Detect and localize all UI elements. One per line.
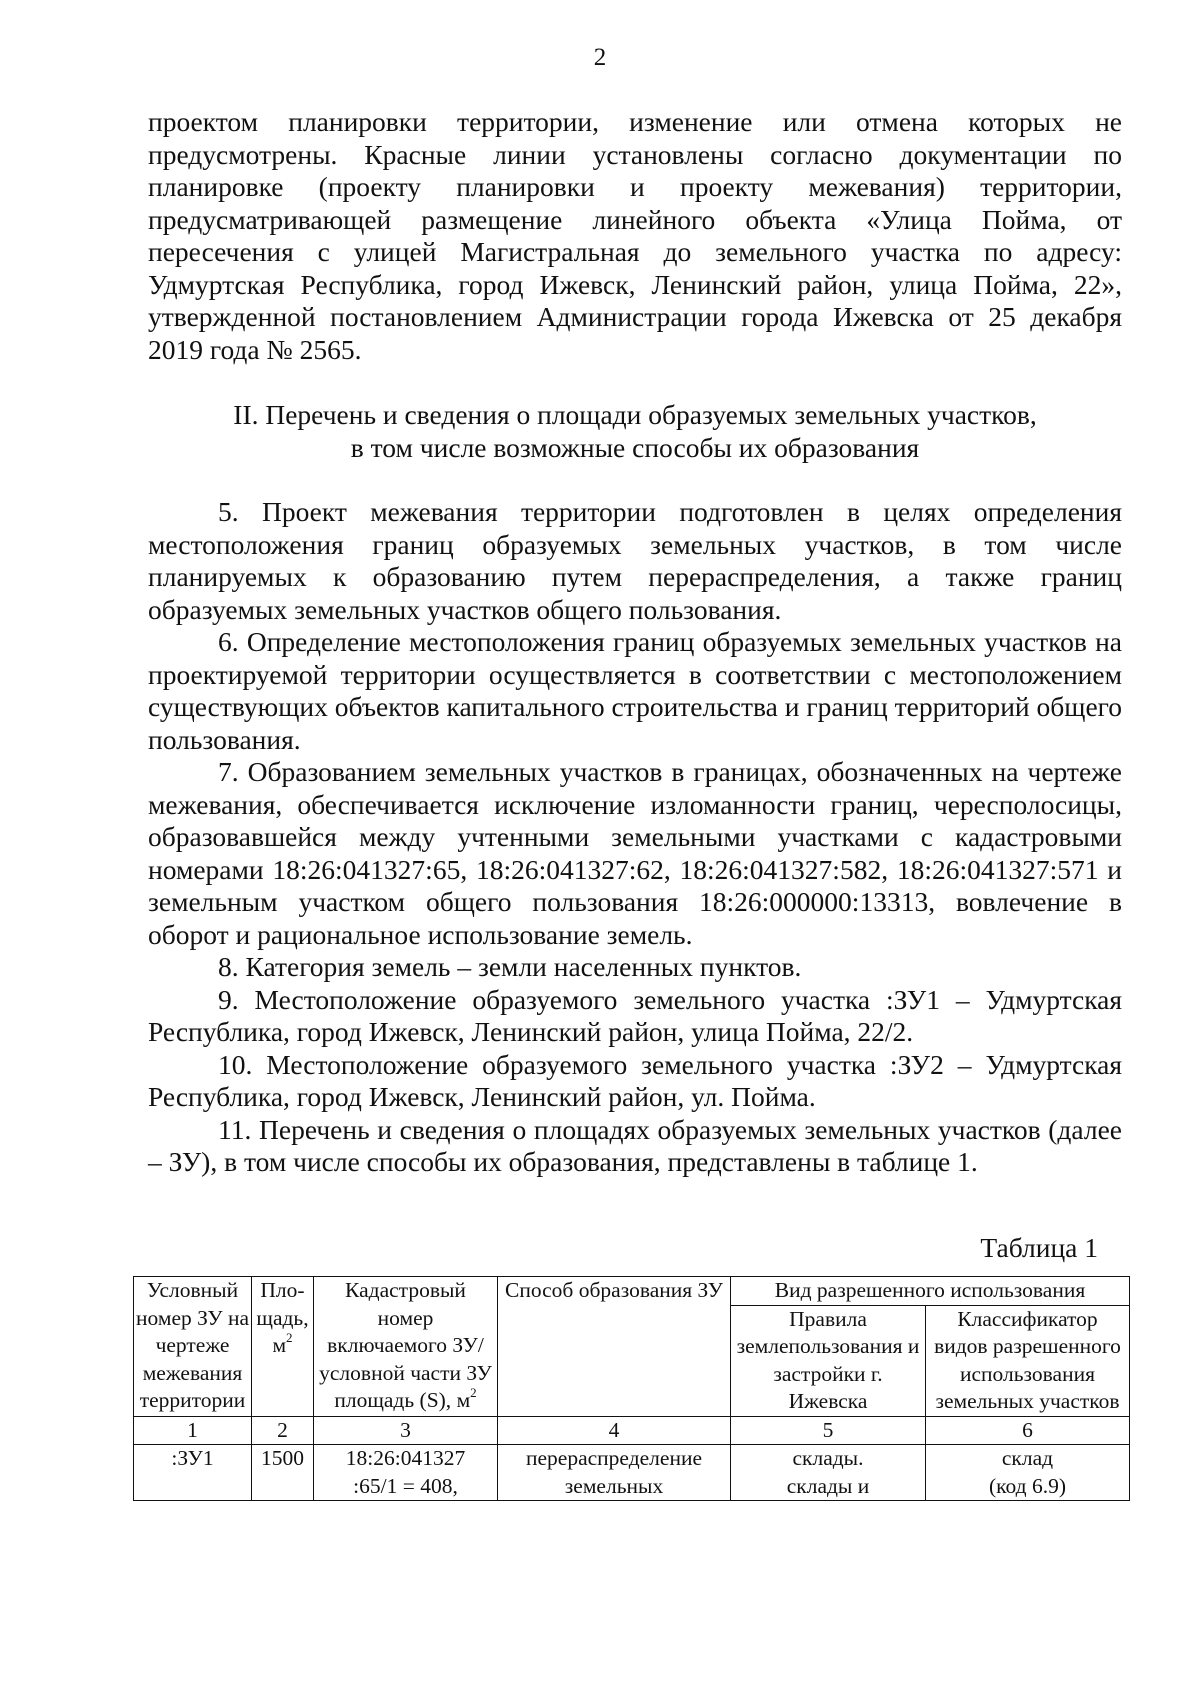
header-cadastral-unit: м: [456, 1388, 471, 1412]
paragraph-11: 11. Перечень и сведения о площадях образуемых земельных участков (далее – ЗУ), в том числе способы их образования, представлены в таблице 1.: [148, 1113, 1122, 1177]
paragraph-6: 6. Определение местоположения границ образуемых земельных участков на проектируемой территории осуществляется в соответствии с местоположением существующих объектов капитального строительства и границ территорий общего пользования.: [148, 626, 1122, 755]
cell-method: [498, 1445, 731, 1501]
cell-rules-line1: склады.: [792, 1446, 864, 1470]
intro-line: 2019 года № 2565.: [148, 333, 362, 365]
paragraph-8: 8. Категория земель – земли населенных пунктов.: [218, 951, 802, 982]
table-header-row: [134, 1277, 1130, 1306]
header-area-label: Пло- щадь,: [256, 1278, 309, 1330]
header-permitted-use-group: Вид разрешенного использования: [731, 1277, 1130, 1306]
column-number: 6: [926, 1416, 1130, 1445]
section-heading-line1: II. Перечень и сведения о площади образуемых земельных участков,: [233, 399, 1037, 430]
header-area-sup: 2: [286, 1330, 293, 1345]
cell-classifier-line2: (код 6.9): [989, 1473, 1066, 1498]
header-cadastral-sup: 2: [470, 1385, 477, 1400]
table-number-row: [134, 1416, 1130, 1445]
paragraph-9: 9. Местоположение образуемого земельного участка :ЗУ1 – Удмуртская Республика, город Ижевск, Ленинский район, улица Пойма, 22/2.: [148, 983, 1122, 1047]
intro-paragraph: [148, 106, 1122, 366]
cell-method-line1: перераспределение: [526, 1446, 702, 1470]
cell-cadastral-line1: 18:26:041327: [345, 1446, 466, 1470]
header-method: Способ образования ЗУ: [498, 1277, 731, 1417]
intro-line: планировке (проекту планировки и проекту межевания) территории,: [148, 171, 1122, 202]
header-area: [252, 1277, 314, 1417]
header-cadastral-label: Кадастровый номер включаемого ЗУ/условной части ЗУ площадь (S),: [319, 1278, 492, 1412]
header-area-unit: м: [272, 1333, 287, 1357]
intro-line: пересечения с улицей Магистральная до земельного участка по адресу:: [148, 236, 1122, 267]
cell-cadastral-line2: :65/1 = 408,: [353, 1473, 458, 1498]
intro-line: предусматривающей размещение линейного объекта «Улица Пойма, от: [148, 203, 1122, 235]
cell-area: 1500: [252, 1445, 314, 1501]
table-caption: Таблица 1: [980, 1232, 1098, 1263]
column-number: 2: [252, 1416, 314, 1445]
column-number: 1: [134, 1416, 252, 1445]
header-zoning-rules: Правила землепользования и застройки г. Ижевска: [731, 1305, 926, 1416]
cell-classifier: [926, 1445, 1130, 1501]
column-number: 3: [314, 1416, 498, 1445]
paragraph-5: 5. Проект межевания территории подготовлен в целях определения местоположения границ образуемых земельных участков, в том числе планируемых к образованию путем перераспределения, а также границ образуемых земельных участков общего пользования.: [148, 496, 1122, 625]
page-number: 2: [593, 44, 607, 71]
header-zu-number: Условный номер ЗУ на чертеже межевания территории: [134, 1277, 252, 1417]
cell-classifier-line1: склад: [1001, 1446, 1054, 1470]
land-plots-table: [133, 1276, 1130, 1501]
header-cadastral: [314, 1277, 498, 1417]
intro-line: утвержденной постановлением Администрации города Ижевска от 25 декабря: [148, 301, 1122, 332]
header-classifier: Классификатор видов разрешенного использования земельных участков: [926, 1305, 1130, 1416]
paragraph-7: 7. Образованием земельных участков в границах, обозначенных на чертеже межевания, обеспечивается исключение изломанности границ, чересполосицы, образовавшейся между учтенными земельными участками с кадастровыми номерами 18:26:041327:65, 18:26:041327:62, 18:26:041327:582, 18:26:041327:571 и земельным участком общего пользования 18:26:000000:13313, вовлечение в оборот и рациональное использование земель.: [148, 756, 1122, 950]
intro-line: Удмуртская Республика, город Ижевск, Ленинский район, улица Пойма, 22»,: [148, 268, 1122, 300]
column-number: 4: [498, 1416, 731, 1445]
column-number: 5: [731, 1416, 926, 1445]
section-heading: [148, 398, 1122, 464]
cell-zu: :ЗУ1: [134, 1445, 252, 1501]
section-heading-line2: в том числе возможные способы их образования: [350, 432, 920, 463]
cell-rules-line2: склады и: [786, 1473, 870, 1498]
intro-line: предусмотрены. Красные линии установлены согласно документации по: [148, 138, 1122, 170]
intro-line: проектом планировки территории, изменение или отмена которых не: [148, 106, 1122, 137]
cell-method-line2: земельных: [564, 1473, 664, 1498]
paragraph-10: 10. Местоположение образуемого земельного участка :ЗУ2 – Удмуртская Республика, город Ижевск, Ленинский район, ул. Пойма.: [148, 1048, 1122, 1112]
cell-cadastral: [314, 1445, 498, 1501]
numbered-paragraphs: [148, 496, 1122, 1179]
table-row: [134, 1445, 1130, 1501]
cell-zoning-rules: [731, 1445, 926, 1501]
